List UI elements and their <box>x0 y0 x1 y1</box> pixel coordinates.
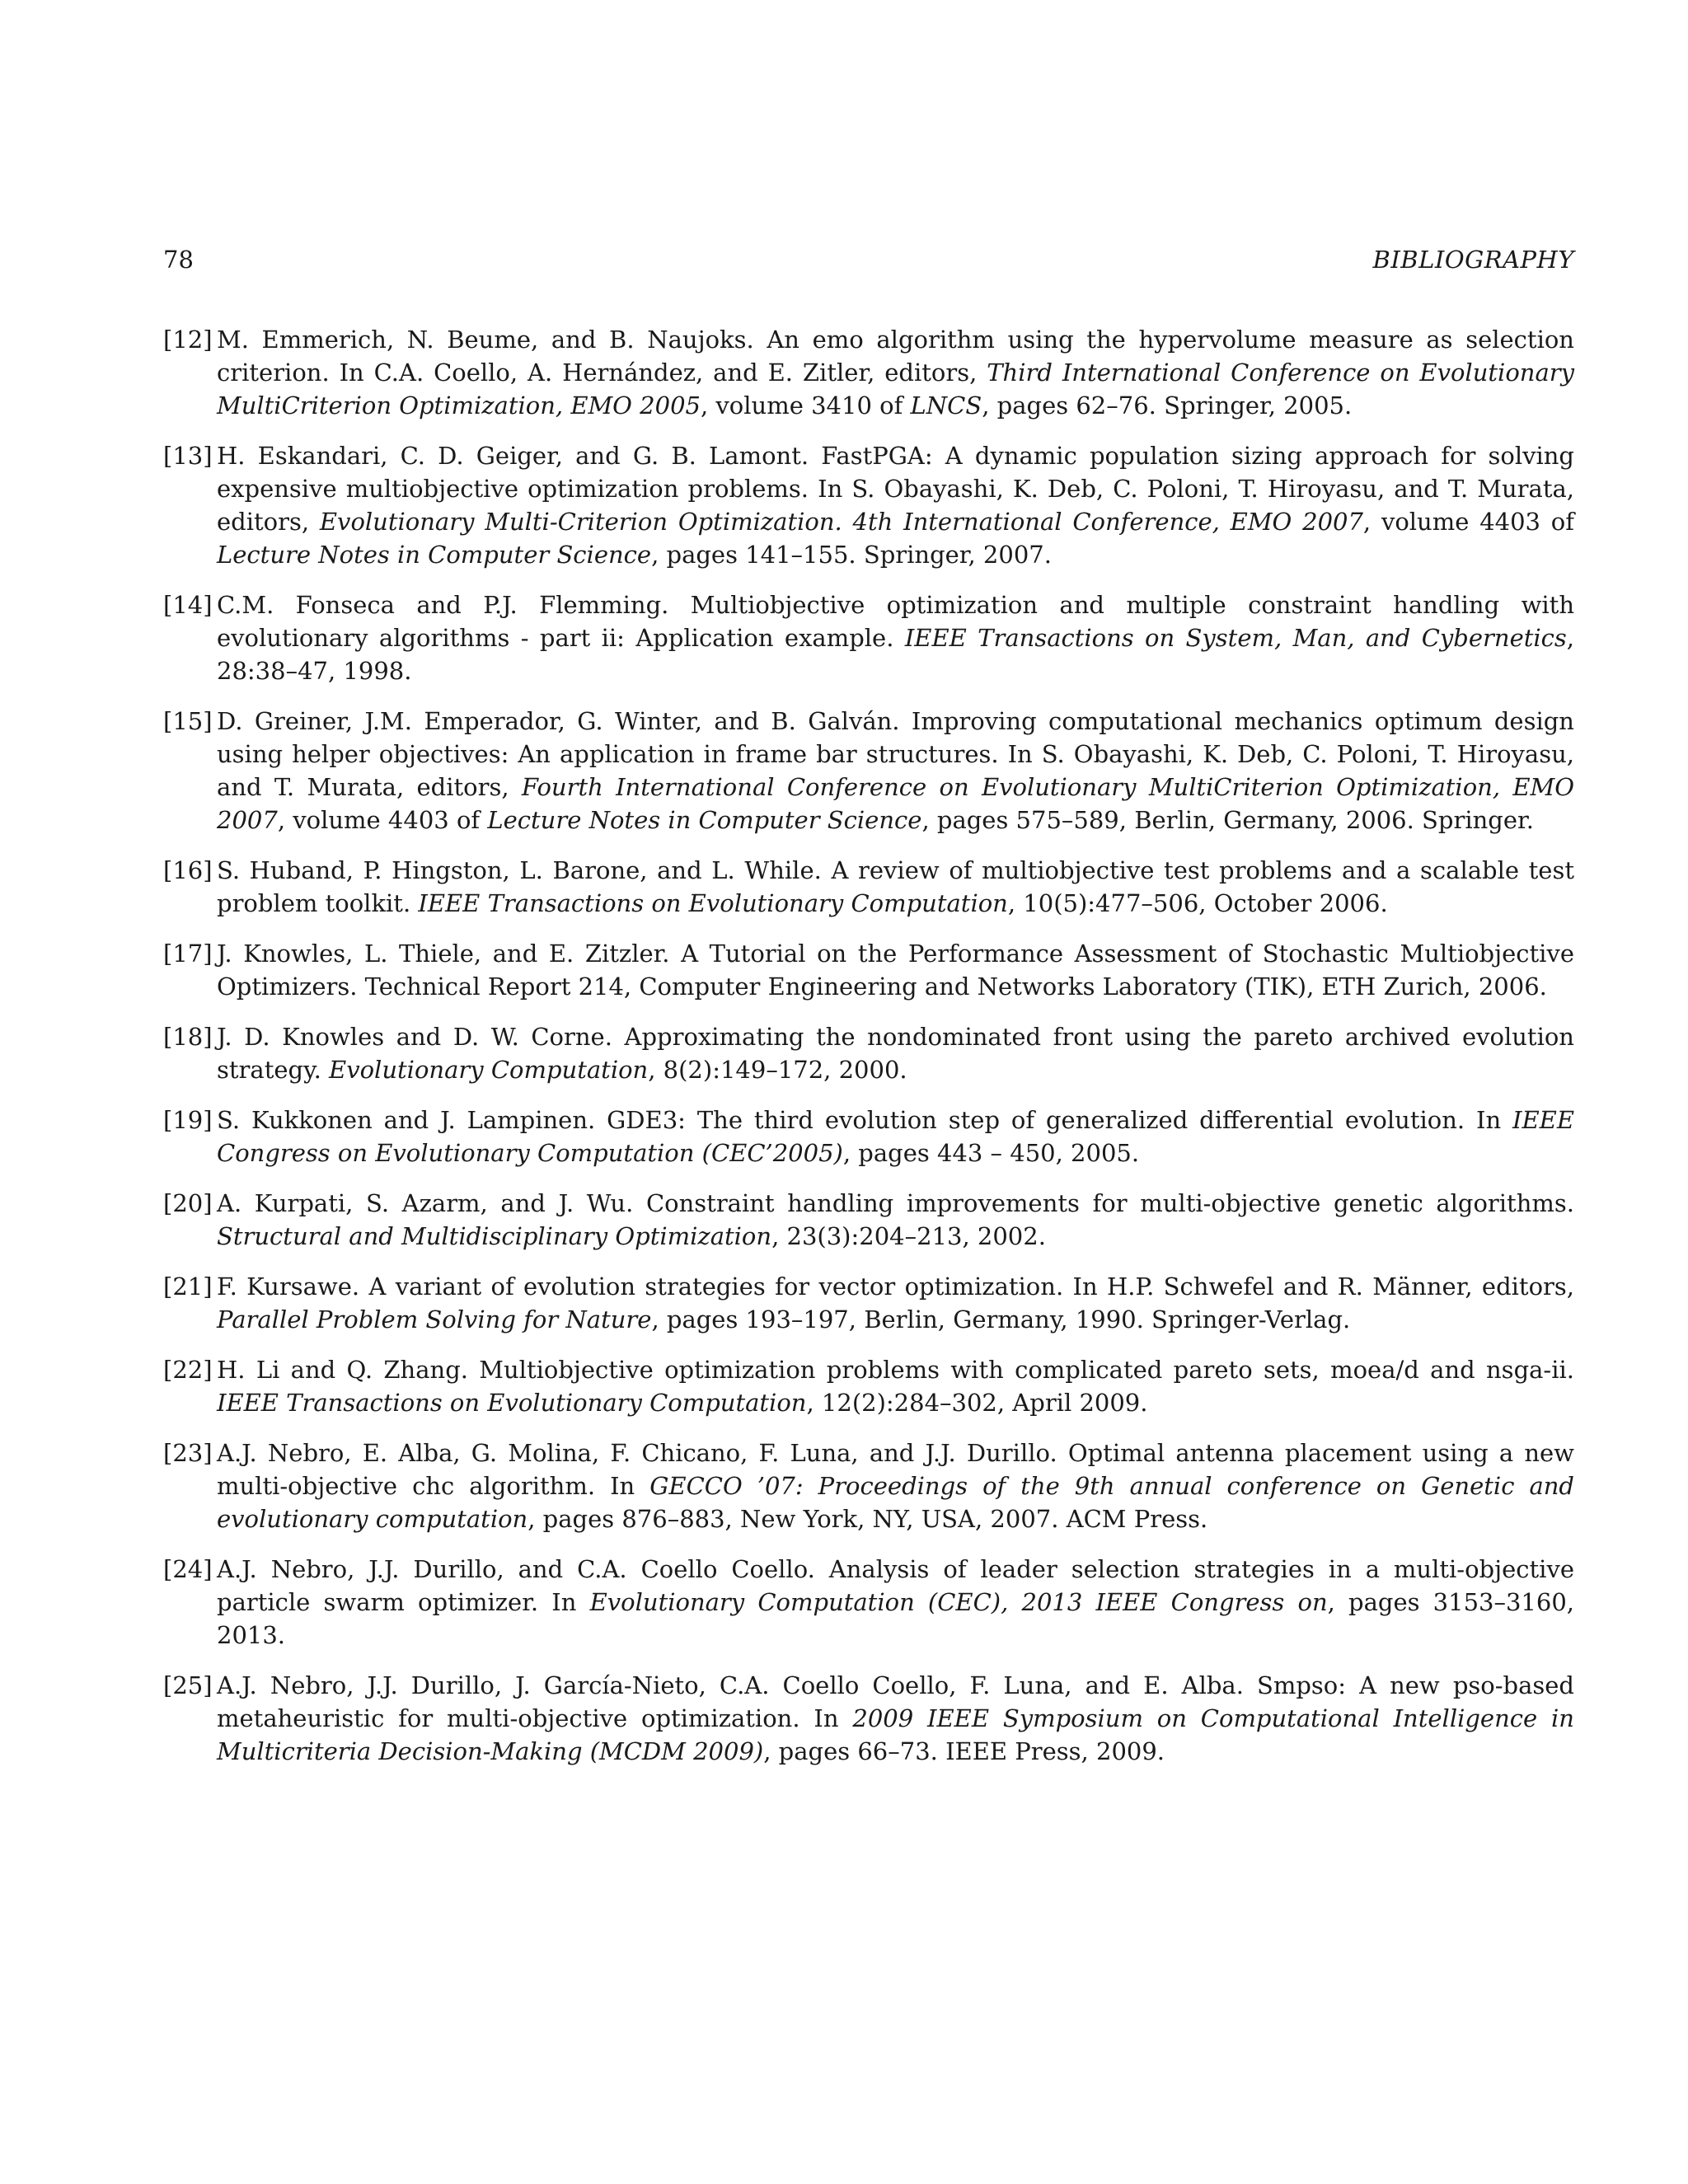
document-page <box>163 0 1574 2184</box>
reference-label: [24] <box>163 1555 213 1583</box>
reference-segment: M. Emmerich, N. Beume, and B. Naujoks. An emo algorithm using the hypervolume measure as selection criterion. In C.A. Coello, A. Hernández, and E. Zitler, editors, <box>217 326 1574 387</box>
running-head <box>163 239 1574 280</box>
reference-segment: H. Eskandari, C. D. Geiger, and G. B. Lamont. FastPGA: A dynamic population sizing approach for solving expensive multiobjective optimization problems. In S. Obayashi, K. Deb, C. Poloni, T. Hiroyasu, and T. Murata, editors, <box>217 442 1574 536</box>
bibliography-list <box>163 323 1574 1785</box>
reference-segment: , 10(5):477–506, October 2006. <box>1007 889 1388 917</box>
page-number: 78 <box>163 246 194 274</box>
section-title: BIBLIOGRAPHY <box>1372 246 1574 274</box>
reference-text <box>217 854 1574 920</box>
reference-venue: GECCO ’07: Proceedings of the 9th annual conference on Genetic and evolutionary computation <box>217 1472 1574 1533</box>
reference-label: [25] <box>163 1671 213 1699</box>
bibliography-entry <box>163 854 1574 920</box>
bibliography-entry <box>163 705 1574 837</box>
reference-segment: , volume 4403 of <box>277 806 488 834</box>
reference-label: [20] <box>163 1189 213 1217</box>
bibliography-entry <box>163 323 1574 422</box>
reference-text <box>217 1553 1574 1652</box>
reference-text <box>217 1104 1574 1169</box>
reference-venue: Evolutionary Multi-Criterion Optimization. 4th International Conference, EMO 2007 <box>319 508 1363 536</box>
reference-label: [18] <box>163 1023 213 1051</box>
reference-venue: Lecture Notes in Computer Science <box>487 806 922 834</box>
reference-segment: H. Li and Q. Zhang. Multiobjective optimization problems with complicated pareto sets, moea/d and nsga-ii. <box>217 1356 1574 1384</box>
reference-segment: J. D. Knowles and D. W. Corne. Approximating the nondominated front using the pareto archived evolution strategy. <box>217 1023 1574 1084</box>
reference-segment: , 12(2):284–302, April 2009. <box>806 1389 1148 1417</box>
reference-segment: , pages 62–76. Springer, 2005. <box>982 391 1353 419</box>
reference-venue: LNCS <box>910 391 982 419</box>
reference-venue: Fourth International Conference on Evolutionary MultiCriterion Optimization, EMO 2007 <box>217 773 1575 834</box>
reference-text <box>217 1020 1574 1086</box>
bibliography-entry <box>163 1020 1574 1086</box>
reference-segment: , 28:38–47, 1998. <box>217 624 1574 685</box>
reference-venue: Third International Conference on Evolutionary MultiCriterion Optimization, EMO 2005 <box>217 359 1574 419</box>
reference-text <box>217 1436 1574 1535</box>
reference-text <box>217 588 1574 687</box>
reference-label: [17] <box>163 940 213 968</box>
reference-segment: A.J. Nebro, J.J. Durillo, and C.A. Coello Coello. Analysis of leader selection strategies in a multi-objective particle swarm optimizer. In <box>217 1555 1574 1616</box>
reference-venue: IEEE Transactions on System, Man, and Cybernetics <box>904 624 1567 652</box>
bibliography-entry <box>163 1436 1574 1535</box>
reference-segment: , pages 3153–3160, 2013. <box>217 1588 1575 1649</box>
reference-text <box>217 705 1574 837</box>
bibliography-entry <box>163 1669 1574 1768</box>
reference-text <box>217 439 1574 571</box>
reference-label: [16] <box>163 856 213 884</box>
reference-label: [21] <box>163 1272 213 1301</box>
bibliography-entry <box>163 1353 1574 1419</box>
reference-segment: S. Kukkonen and J. Lampinen. GDE3: The third evolution step of generalized differential evolution. In <box>217 1106 1513 1134</box>
reference-label: [23] <box>163 1439 213 1467</box>
reference-segment: , pages 443 – 450, 2005. <box>842 1139 1140 1167</box>
reference-segment: , pages 141–155. Springer, 2007. <box>651 541 1052 569</box>
reference-segment: , pages 876–883, New York, NY, USA, 2007. ACM Press. <box>528 1505 1208 1533</box>
reference-segment: C.M. Fonseca and P.J. Flemming. Multiobjective optimization and multiple constraint handling with evolutionary algorithms - part ii: Application example. <box>217 591 1574 652</box>
reference-segment: A.J. Nebro, E. Alba, G. Molina, F. Chicano, F. Luna, and J.J. Durillo. Optimal antenna placement using a new multi-objective chc algorithm. In <box>217 1439 1574 1500</box>
reference-text <box>217 1669 1574 1768</box>
reference-segment: , 8(2):149–172, 2000. <box>648 1056 907 1084</box>
reference-venue: 2009 IEEE Symposium on Computational Intelligence in Multicriteria Decision-Making (MCDM 2009) <box>217 1704 1574 1765</box>
reference-segment: , volume 3410 of <box>700 391 911 419</box>
reference-segment: , pages 575–589, Berlin, Germany, 2006. Springer. <box>921 806 1534 834</box>
reference-label: [22] <box>163 1356 213 1384</box>
reference-venue: Lecture Notes in Computer Science <box>217 541 652 569</box>
reference-text <box>217 937 1574 1003</box>
reference-label: [12] <box>163 326 213 354</box>
reference-venue: IEEE Congress on Evolutionary Computation (CEC’2005) <box>217 1106 1574 1167</box>
reference-text <box>217 1270 1574 1336</box>
reference-segment: J. Knowles, L. Thiele, and E. Zitzler. A Tutorial on the Performance Assessment of Stochastic Multiobjective Optimizers. Technical Report 214, Computer Engineering and Networks Laboratory (TIK), ETH Zurich, 2006. <box>217 940 1574 1001</box>
reference-segment: A.J. Nebro, J.J. Durillo, J. García-Nieto, C.A. Coello Coello, F. Luna, and E. Alba. Smpso: A new pso-based metaheuristic for multi-objective optimization. In <box>217 1671 1574 1732</box>
reference-segment: , 23(3):204–213, 2002. <box>771 1222 1046 1250</box>
reference-venue: Parallel Problem Solving for Nature <box>217 1305 652 1333</box>
bibliography-entry <box>163 588 1574 687</box>
reference-label: [19] <box>163 1106 213 1134</box>
reference-venue: Evolutionary Computation (CEC), 2013 IEEE Congress on <box>589 1588 1328 1616</box>
reference-label: [14] <box>163 591 213 619</box>
reference-venue: IEEE Transactions on Evolutionary Computation <box>217 1389 807 1417</box>
reference-venue: Evolutionary Computation <box>329 1056 649 1084</box>
bibliography-entry <box>163 1270 1574 1336</box>
reference-label: [15] <box>163 707 213 735</box>
reference-segment: A. Kurpati, S. Azarm, and J. Wu. Constraint handling improvements for multi-objective genetic algorithms. <box>217 1189 1574 1217</box>
reference-label: [13] <box>163 442 213 470</box>
reference-text <box>217 323 1574 422</box>
bibliography-entry <box>163 1187 1574 1253</box>
reference-segment: D. Greiner, J.M. Emperador, G. Winter, and B. Galván. Improving computational mechanics optimum design using helper objectives: An application in frame bar structures. In S. Obayashi, K. Deb, C. Poloni, T. Hiroyasu, and T. Murata, editors, <box>217 707 1574 801</box>
reference-segment: S. Huband, P. Hingston, L. Barone, and L. While. A review of multiobjective test problems and a scalable test problem toolkit. <box>217 856 1574 917</box>
reference-venue: Structural and Multidisciplinary Optimization <box>217 1222 772 1250</box>
bibliography-entry <box>163 439 1574 571</box>
reference-segment: F. Kursawe. A variant of evolution strategies for vector optimization. In H.P. Schwefel and R. Männer, editors, <box>217 1272 1574 1301</box>
bibliography-entry <box>163 937 1574 1003</box>
reference-segment: , volume 4403 of <box>1362 508 1574 536</box>
reference-segment: , pages 193–197, Berlin, Germany, 1990. Springer-Verlag. <box>651 1305 1351 1333</box>
reference-venue: IEEE Transactions on Evolutionary Computation <box>418 889 1008 917</box>
bibliography-entry <box>163 1104 1574 1169</box>
reference-text <box>217 1187 1574 1253</box>
bibliography-entry <box>163 1553 1574 1652</box>
reference-segment: , pages 66–73. IEEE Press, 2009. <box>763 1737 1165 1765</box>
reference-text <box>217 1353 1574 1419</box>
